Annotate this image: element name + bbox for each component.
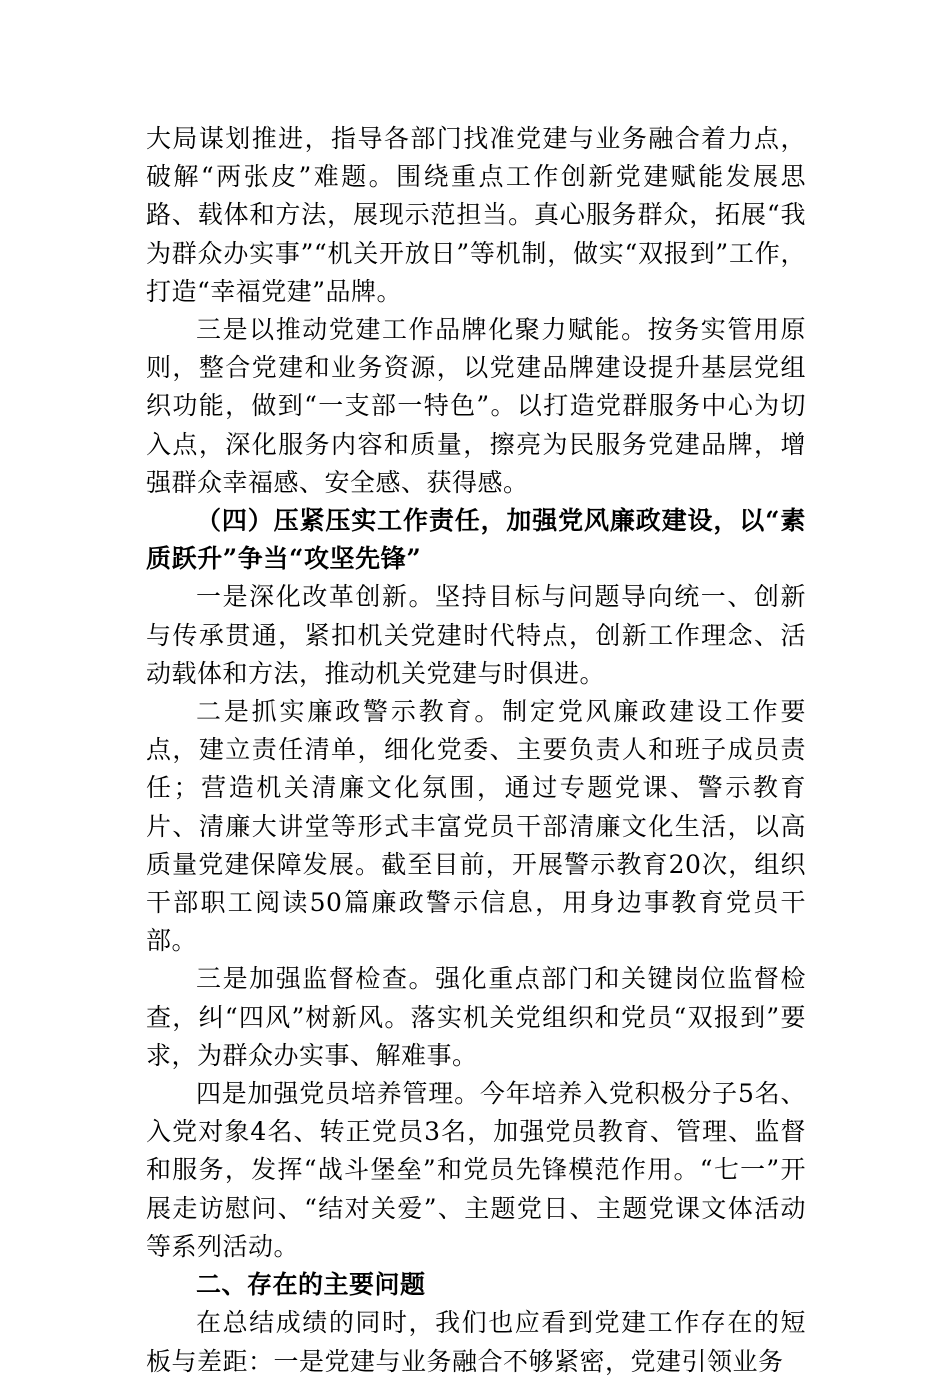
document-body xyxy=(146,120,806,1381)
paragraph-continuation: 大局谋划推进，指导各部门找准党建与业务融合着力点，破解“两张皮”难题。围绕重点工作创新党建赋能发展思路、载体和方法，展现示范担当。真心服务群众，拓展“我为群众办实事”“机关开放日”等机制，做实“双报到”工作，打造“幸福党建”品牌。 xyxy=(146,124,806,306)
paragraph-brand-building: 三是以推动党建工作品牌化聚力赋能。按务实管用原则，整合党建和业务资源，以党建品牌建设提升基层党组织功能，做到“一支部一特色”。以打造党群服务中心为切入点，深化服务内容和质量，擦亮为民服务党建品牌，增强群众幸福感、安全感、获得感。 xyxy=(146,315,806,497)
subsection-heading-four: （四）压紧压实工作责任，加强党风廉政建设，以“素质跃升”争当“攻坚先锋” xyxy=(146,506,806,574)
paragraph-problems-intro: 在总结成绩的同时，我们也应看到党建工作存在的短板与差距：一是党建与业务融合不够紧密，党建引领业务 xyxy=(146,1308,806,1376)
paragraph-reform-innovation: 一是深化改革创新。坚持目标与问题导向统一、创新与传承贯通，紧扣机关党建时代特点，创新工作理念、活动载体和方法，推动机关党建与时俱进。 xyxy=(146,582,806,688)
paragraph-supervision: 三是加强监督检查。强化重点部门和关键岗位监督检查，纠“四风”树新风。落实机关党组织和党员“双报到”要求，为群众办实事、解难事。 xyxy=(146,964,806,1070)
section-heading-problems: 二、存在的主要问题 xyxy=(196,1270,426,1300)
paragraph-member-training: 四是加强党员培养管理。今年培养入党积极分子5名、入党对象4名、转正党员3名，加强党员教育、管理、监督和服务，发挥“战斗堡垒”和党员先锋模范作用。“七一”开展走访慰问、“结对关爱”、主题党日、主题党课文体活动等系列活动。 xyxy=(146,1079,806,1261)
paragraph-integrity-education: 二是抓实廉政警示教育。制定党风廉政建设工作要点，建立责任清单，细化党委、主要负责人和班子成员责任；营造机关清廉文化氛围，通过专题党课、警示教育片、清廉大讲堂等形式丰富党员干部清廉文化生活，以高质量党建保障发展。截至目前，开展警示教育20次，组织干部职工阅读50篇廉政警示信息，用身边事教育党员干部。 xyxy=(146,697,806,956)
